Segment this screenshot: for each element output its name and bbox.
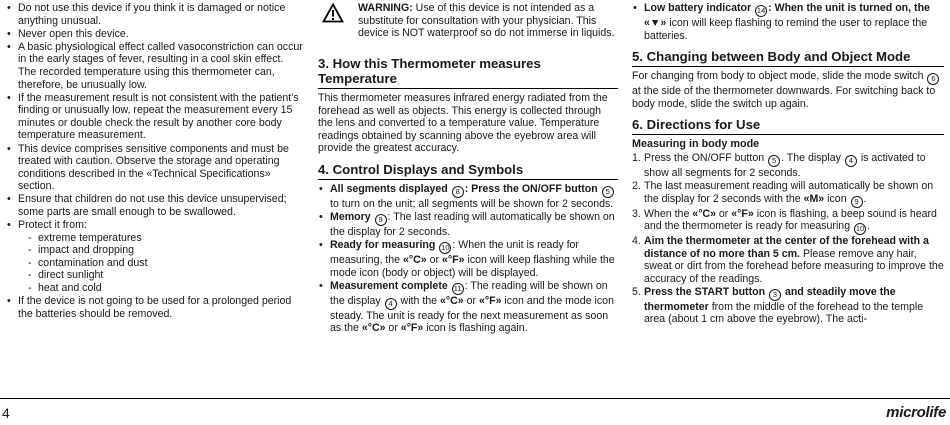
fahrenheit-symbol: «°F»: [731, 207, 754, 220]
circled-number: 14: [756, 6, 766, 15]
item-text: : The last reading will automatically be shown on the display for 2 seconds.: [330, 211, 615, 239]
step-text: .: [863, 192, 867, 205]
item-label: Low battery indicator: [644, 2, 752, 14]
warning-block: [318, 2, 618, 50]
item-text: with the: [397, 294, 440, 307]
column-left: [6, 2, 304, 321]
warning-text: Use of this device is not intended as a substitute for consultation with your physician. This device is NOT waterproof so do not immerse in liquids.: [358, 2, 615, 40]
display-symbols-list: [318, 183, 618, 335]
list-item: [632, 208, 944, 236]
section-5-text: [632, 70, 944, 110]
celsius-symbol: «°C»: [403, 254, 427, 267]
list-item: [632, 235, 944, 285]
circled-number: 8: [452, 186, 464, 198]
directions-list: [632, 152, 944, 325]
list-item: [318, 239, 618, 279]
list-item: [632, 2, 944, 42]
warning-label: WARNING:: [358, 2, 413, 14]
circled-number: 4: [385, 298, 397, 310]
circled-number: 5: [602, 186, 614, 198]
item-text: or: [426, 254, 443, 267]
circled-number: 10: [855, 224, 865, 234]
item-label: Memory: [330, 211, 371, 224]
circled-number: 6: [927, 73, 939, 85]
list-item: - impact and dropping: [18, 244, 304, 257]
step-bold-text: Press the START button: [644, 285, 768, 298]
step-text: icon is flashing, a beep sound is heard and the thermometer is ready for measuring: [644, 207, 937, 233]
step-text: The last measurement reading will automatically be shown on the display for 2 seconds with the: [644, 179, 934, 205]
list-item: [632, 152, 944, 180]
step-text: from the middle of the forehead to the temple area (about 1 cm above the eyebrow). The acti-: [644, 300, 924, 326]
step-text: icon: [824, 192, 850, 205]
section-4-heading: 4. Control Displays and Symbols: [318, 162, 618, 180]
list-item: [318, 183, 618, 211]
step-number: 1.: [632, 152, 641, 165]
list-item: - direct sunlight: [18, 269, 304, 282]
step-number: 3.: [632, 207, 641, 220]
para-text: For changing from body to object mode, slide the mode switch: [632, 70, 927, 83]
celsius-symbol: «°C»: [440, 294, 464, 307]
list-item: • Ensure that children do not use this device unsupervised; some parts are small enough to be swallowed.: [6, 193, 304, 218]
item-text: : Press the ON/OFF button: [464, 182, 601, 195]
item-text: : The reading will be shown on the display: [330, 279, 608, 307]
list-item: • Do not use this device if you think it is damaged or notice anything unusual.: [6, 2, 304, 27]
item-text: or: [463, 294, 479, 307]
step-text: or: [715, 207, 732, 220]
list-item: • A basic physiological effect called vasoconstriction can occur in the early stages of fever, resulting in a cool skin effect. The recorded temperature using this thermometer can, therefore, be unusually low.: [6, 41, 304, 91]
circled-number: 10: [441, 243, 450, 253]
subsection-heading: Measuring in body mode: [632, 138, 760, 151]
para-text: at the side of the thermometer downwards. For switching back to body mode, slide the switch up again.: [632, 85, 936, 110]
step-text: is activated to show all segments for 2 seconds.: [644, 152, 926, 180]
list-item: - extreme temperatures: [18, 232, 304, 245]
battery-list: [632, 2, 944, 42]
item-text: icon and the mode icon steady. The unit is ready for the next measurement as soon as the: [330, 294, 614, 335]
step-bold-text: and steadily move the thermometer: [644, 285, 896, 313]
brand-logo: microlife: [886, 404, 946, 421]
step-text: Press the ON/OFF button: [644, 152, 768, 165]
item-text: to turn on the unit; all segments will be shown for 2 seconds.: [330, 197, 614, 210]
section-3-heading: 3. How this Thermometer measures Temperature: [318, 56, 618, 89]
list-item: • Never open this device.: [6, 28, 304, 41]
footer-divider: [0, 398, 950, 399]
step-text: When the: [644, 207, 693, 220]
item-label: All segments displayed: [330, 182, 448, 195]
circled-number: 11: [452, 283, 464, 295]
fahrenheit-symbol: «°F»: [442, 254, 465, 267]
fahrenheit-symbol: «°F»: [400, 322, 424, 335]
item-text: : When the unit is ready for measuring, the: [330, 239, 579, 267]
list-item: • This device comprises sensitive components and must be treated with caution. Observe the storage and operating conditions described in the «Technical Specifications» section.: [6, 143, 304, 193]
circled-number: 9: [851, 196, 863, 208]
circled-number: 3: [769, 289, 781, 301]
list-item: [632, 180, 944, 208]
circled-number: 4: [845, 155, 857, 167]
column-middle: [318, 2, 618, 336]
celsius-symbol: «°C»: [692, 207, 716, 220]
protect-heading: Protect it from:: [18, 219, 87, 232]
circled-number: 9: [375, 214, 387, 226]
celsius-symbol: «°C»: [361, 322, 386, 335]
safety-bullet-list: [6, 2, 304, 320]
list-item: [632, 286, 944, 326]
item-text: icon is flashing again.: [423, 322, 528, 335]
step-text: . The display: [781, 152, 844, 165]
list-item: - heat and cold: [18, 282, 304, 295]
protect-list: [18, 232, 304, 295]
memory-symbol: «M»: [803, 192, 825, 205]
page-number: 4: [2, 405, 10, 421]
step-number: 4.: [632, 235, 641, 248]
circled-number: 5: [768, 155, 780, 167]
step-bold-text: Aim the thermometer at the center of the forehead with a distance of no more than 5 cm.: [644, 235, 929, 260]
step-number: 5.: [632, 285, 641, 298]
battery-triangle-icon: «▼»: [644, 17, 667, 29]
item-text: : When the unit is turned on, the: [768, 2, 930, 14]
warning-triangle-icon: [322, 3, 344, 23]
fahrenheit-symbol: «°F»: [478, 294, 502, 307]
list-item: • If the device is not going to be used for a prolonged period the batteries should be removed.: [6, 295, 304, 320]
list-item: - contamination and dust: [18, 257, 304, 270]
list-item: [318, 211, 618, 239]
section-6-heading: 6. Directions for Use: [632, 117, 944, 135]
section-5-heading: 5. Changing between Body and Object Mode: [632, 49, 944, 67]
section-3-text: This thermometer measures infrared energy radiated from the forehead as well as objects. This energy is collected through the lens and converted to a temperature value. Temperature readings obtained by scanning above the eyebrow area will provide the greatest accuracy.: [318, 92, 608, 155]
column-right: [632, 2, 944, 326]
step-text: .: [867, 220, 870, 233]
step-text: Please remove any hair, sweat or dirt from the forehead before measuring to improve the accuracy of the readings.: [644, 247, 944, 285]
item-label: Ready for measuring: [330, 239, 436, 252]
list-item: [318, 280, 618, 335]
list-item: [6, 219, 304, 295]
item-text: icon will keep flashing while the mode icon (body or object) will be displayed.: [330, 254, 615, 279]
step-number: 2.: [632, 179, 641, 192]
item-text: icon will keep flashing to remind the user to replace the batteries.: [644, 17, 928, 42]
item-label: Measurement complete: [330, 279, 448, 292]
item-text: or: [385, 322, 401, 335]
list-item: • If the measurement result is not consistent with the patient's finding or unusually low, repeat the measurement every 15 minutes or double check the result by another core body temperature measurement.: [6, 92, 304, 142]
